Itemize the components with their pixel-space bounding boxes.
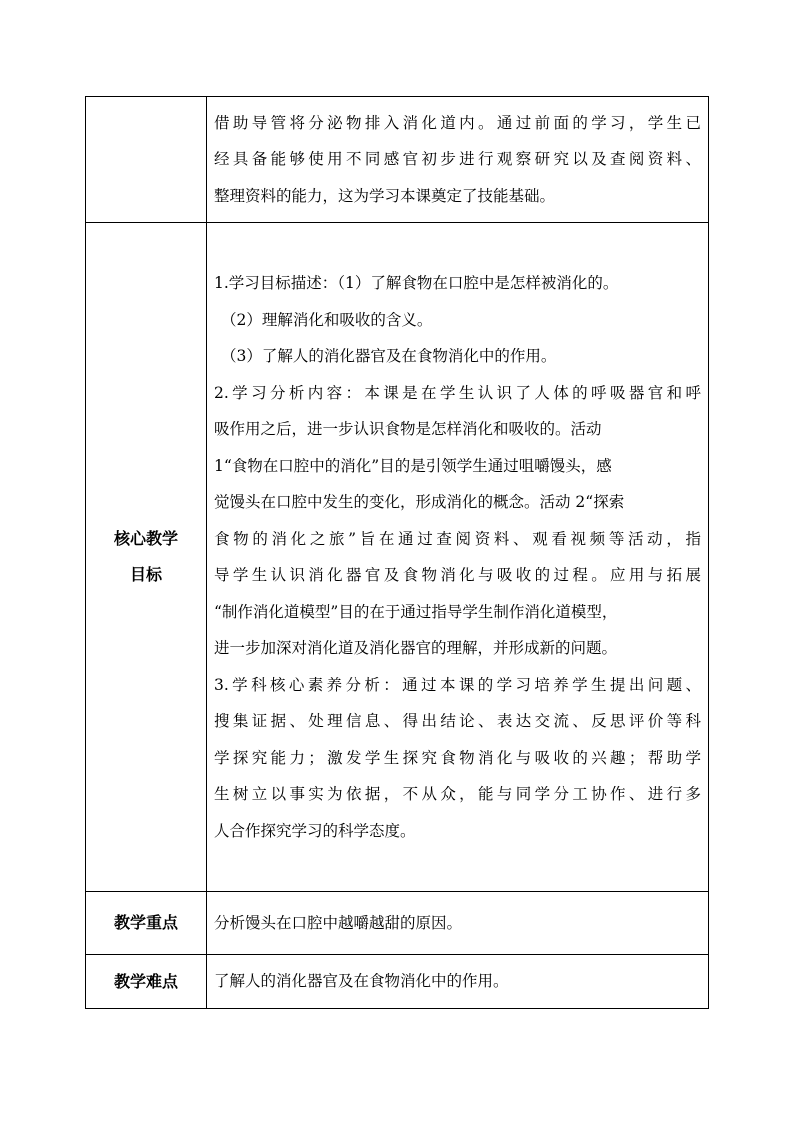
teaching-focus-cell: [207, 892, 709, 955]
text-line: 吸作用之后，进一步认识食物是怎样消化和吸收的。活动: [214, 420, 602, 438]
text-line: 分析馒头在口腔中越嚼越甜的原因。: [214, 913, 463, 932]
core-teaching-goals-cell: [207, 223, 709, 892]
lesson-plan-table: [85, 96, 709, 1009]
text-line: 整理资料的能力，这为学习本课奠定了技能基础。: [214, 186, 556, 205]
table-row: [86, 223, 709, 892]
text-line: （3）了解人的消化器官及在食物消化中的作用。: [221, 347, 557, 365]
text-line: 食物的消化之旅”旨在通过查阅资料、观看视频等活动，指: [214, 529, 701, 548]
label-line: 核心教学: [113, 529, 178, 548]
text-line: 觉馒头在口腔中发生的变化，形成消化的概念。活动 2“探索: [214, 493, 625, 511]
table-row: [86, 955, 709, 1009]
teaching-difficulty-cell: [207, 955, 709, 1009]
text-line: 进一步加深对消化道及消化器官的理解，并形成新的问题。: [214, 639, 618, 657]
label-line: 目标: [129, 565, 162, 584]
row-label-empty: [86, 97, 207, 223]
core-teaching-goals-label: [86, 223, 207, 892]
table-row: [86, 97, 709, 223]
text-line: 1“食物在口腔中的消化”目的是引领学生通过咀嚼馒头，感: [214, 456, 612, 475]
text-line: 经具备能够使用不同感官初步进行观察研究以及查阅资料、: [214, 150, 701, 169]
text-line: “制作消化道模型”目的在于通过指导学生制作消化道模型，: [214, 602, 618, 621]
text-line: 借助导管将分泌物排入消化道内。通过前面的学习，学生已: [214, 113, 701, 132]
text-line: 导学生认识消化器官及食物消化与吸收的过程。应用与拓展: [214, 566, 701, 584]
text-line: （2）理解消化和吸收的含义。: [221, 310, 433, 329]
table-row: [86, 892, 709, 955]
teaching-difficulty-label: 教学难点: [86, 955, 207, 1009]
text-line: 2.学习分析内容：本课是在学生认识了人体的呼吸器官和呼: [214, 383, 701, 402]
text-line: 3.学科核心素养分析：通过本课的学习培养学生提出问题、: [214, 675, 701, 694]
learning-foundation-cell: [207, 97, 709, 223]
text-line: 生树立以事实为依据，不从众，能与同学分工协作、进行多: [214, 785, 701, 803]
text-line: 了解人的消化器官及在食物消化中的作用。: [214, 972, 509, 991]
text-line: 人合作探究学习的科学态度。: [214, 821, 416, 840]
text-line: 1.学习目标描述：（1）了解食物在口腔中是怎样被消化的。: [214, 274, 619, 292]
teaching-focus-label: 教学重点: [86, 892, 207, 955]
text-line: 搜集证据、处理信息、得出结论、表达交流、反思评价等科: [214, 712, 701, 730]
text-line: 学探究能力；激发学生探究食物消化与吸收的兴趣；帮助学: [214, 748, 701, 767]
